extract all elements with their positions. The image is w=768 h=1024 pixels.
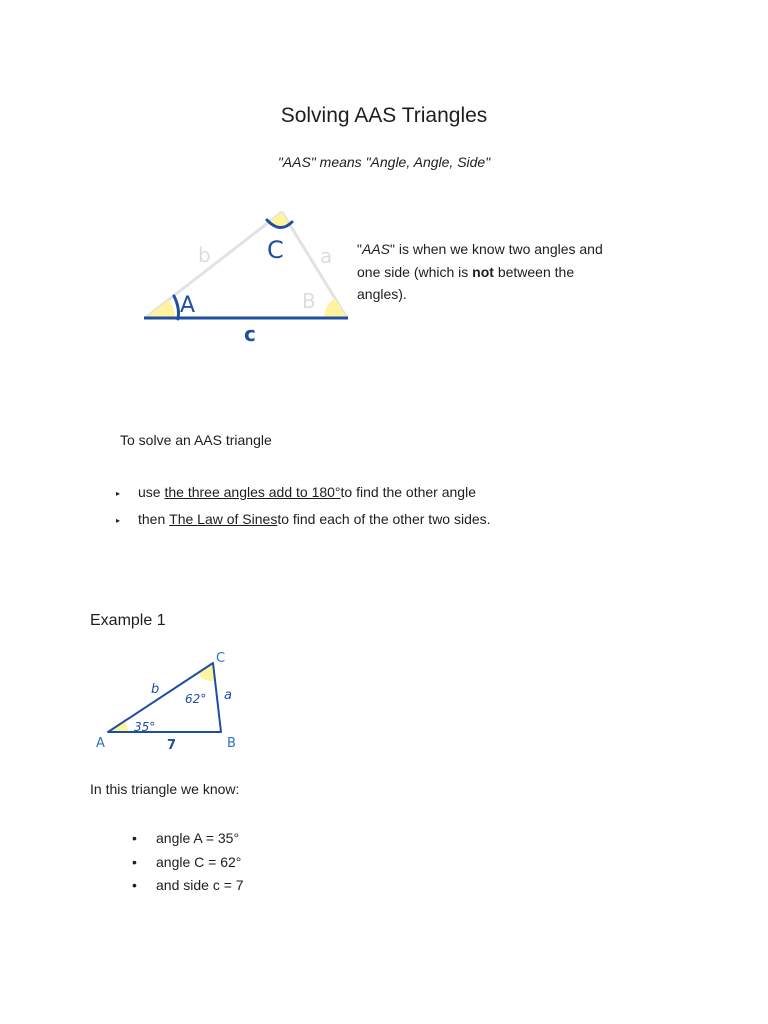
step-suffix: to find each of the other two sides.: [277, 511, 491, 527]
bullet-marker: •: [132, 877, 137, 893]
example-heading: Example 1: [90, 612, 166, 629]
description-part1: " is when we know two angles and one side (which is: [357, 241, 603, 280]
angle-a-label: 35°: [134, 720, 156, 734]
quote-open: ": [357, 241, 362, 257]
vertex-b-label: B: [302, 289, 316, 313]
page-subtitle: "AAS" means "Angle, Angle, Side": [277, 154, 491, 170]
vertex-c-label: C: [267, 236, 284, 264]
vertex-b-label: B: [227, 736, 236, 751]
description-part2: between the angles).: [357, 263, 575, 302]
step-suffix: to find the other angle: [340, 484, 476, 500]
side-a-label: a: [224, 688, 232, 703]
aas-triangle-figure: [140, 200, 355, 348]
steps-list: [116, 480, 491, 534]
known-intro: In this triangle we know:: [90, 781, 240, 797]
example-triangle-figure: [92, 647, 247, 752]
vertex-a-label: A: [180, 293, 196, 318]
law-of-sines-link[interactable]: The Law of Sines: [169, 511, 278, 527]
list-item: [132, 827, 244, 851]
known-value: angle C = 62°: [156, 853, 242, 870]
solve-intro: To solve an AAS triangle: [120, 432, 272, 448]
list-item: [132, 874, 244, 898]
angle-sum-link[interactable]: the three angles add to 180°: [164, 484, 341, 500]
step-item: [116, 480, 491, 507]
vertex-c-label: C: [216, 651, 226, 666]
side-b-line: [145, 212, 282, 318]
angle-b-wedge: [324, 298, 347, 318]
known-value: angle A = 35°: [156, 830, 240, 846]
side-c-label: c: [244, 322, 256, 346]
bullet-marker: ▸: [116, 516, 121, 525]
known-value: and side c = 7: [156, 877, 244, 893]
step-prefix: use: [138, 484, 161, 500]
bullet-marker: ▸: [116, 489, 121, 498]
angle-a-wedge: [145, 300, 175, 318]
side-b-label: b: [198, 243, 211, 267]
step-prefix: then: [138, 511, 166, 527]
known-values-list: [132, 827, 244, 898]
side-a-label: a: [320, 244, 333, 268]
side-b-label: b: [151, 682, 160, 697]
term-aas: AAS: [361, 241, 390, 257]
angle-c-label: 62°: [185, 692, 207, 706]
emphasis-not: not: [472, 263, 494, 280]
bullet-marker: •: [132, 830, 137, 846]
page-title: Solving AAS Triangles: [280, 104, 488, 127]
vertex-a-label: A: [96, 736, 105, 751]
step-item: [116, 507, 491, 534]
list-item: [132, 851, 244, 875]
bullet-marker: •: [132, 853, 137, 870]
aas-description: [357, 238, 627, 306]
side-c-label: 7: [167, 738, 177, 752]
